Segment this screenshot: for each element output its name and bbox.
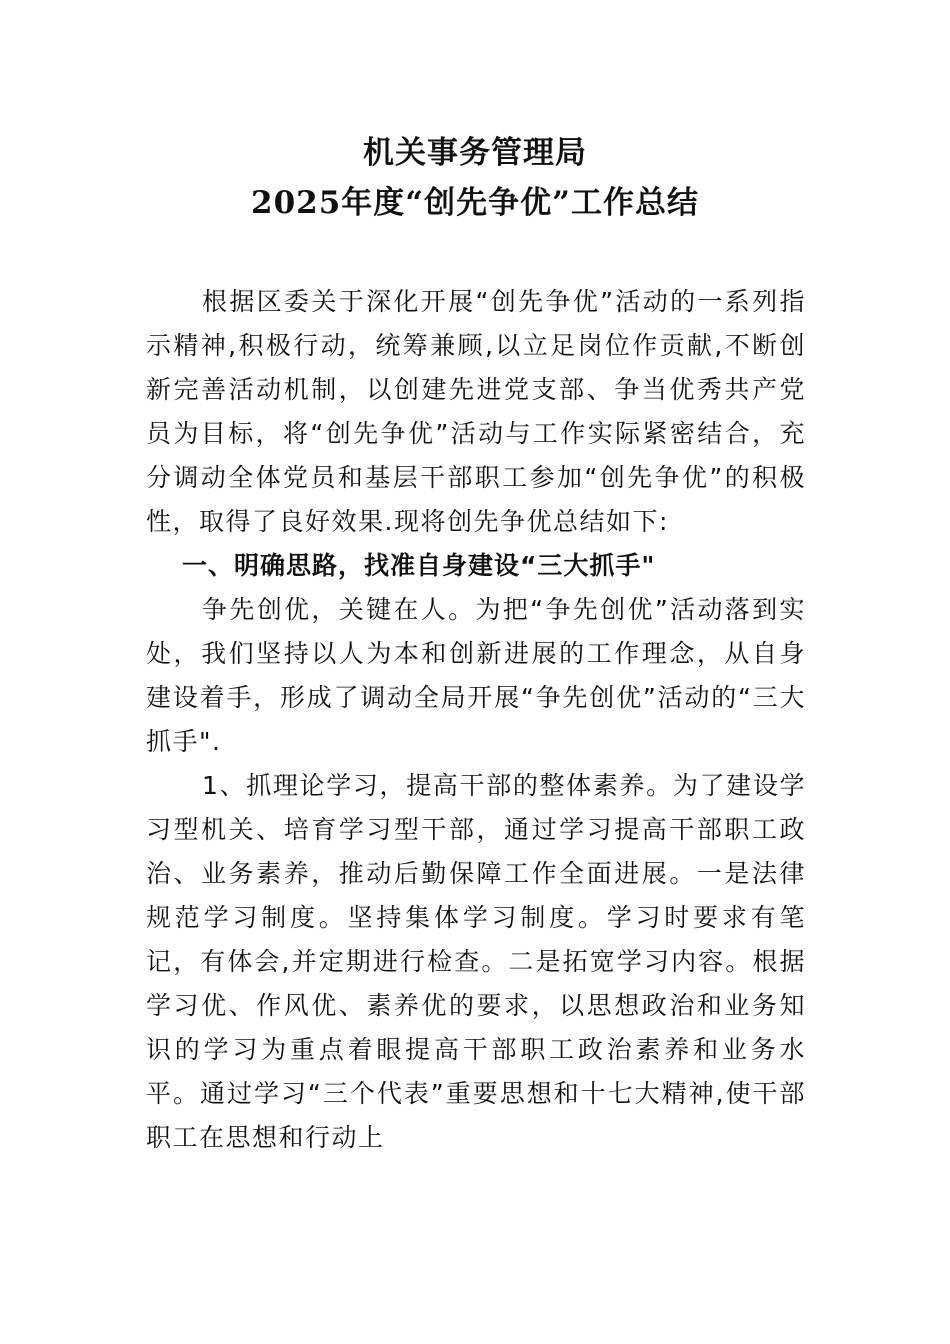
item-1-paragraph: 1、抓理论学习，提高干部的整体素养。为了建设学习型机关、培育学习型干部，通过学习提高干部职工政治、业务素养，推动后勤保障工作全面进展。一是法律规范学习制度。坚持集体学习制度。学习时要求有笔记，有体会,并定期进行检查。二是拓宽学习内容。根据学习优、作风优、素养优的要求，以思想政治和业务知识的学习为重点着眼提高干部职工政治素养和业务水平。通过学习“三个代表”重要思想和十七大精神,使干部职工在思想和行动上: [146, 771, 806, 1152]
document-title: [0, 128, 950, 228]
intro-paragraph: 根据区委关于深化开展“创先争优”活动的一系列指示精神,积极行动，统筹兼顾,以立足岗位作贡献,不断创新完善活动机制，以创建先进党支部、争当优秀共产党员为目标，将“创先争优”活动与工作实际紧密结合，充分调动全体党员和基层干部职工参加“创先争优”的积极性，取得了良好效果.现将创先争优总结如下:: [146, 287, 806, 536]
section-heading-1: 一、明确思路，找准自身建设“三大抓手": [182, 551, 656, 580]
section-1-paragraph: 争先创优，关键在人。为把“争先创优”活动落到实处，我们坚持以人为本和创新进展的工作理念，从自身建设着手，形成了调动全局开展“争先创优”活动的“三大抓手".: [146, 595, 806, 756]
title-line-report: 2025年度“创先争优”工作总结: [251, 185, 699, 221]
document-body: [146, 280, 806, 1160]
title-line-organization: 机关事务管理局: [363, 135, 587, 171]
